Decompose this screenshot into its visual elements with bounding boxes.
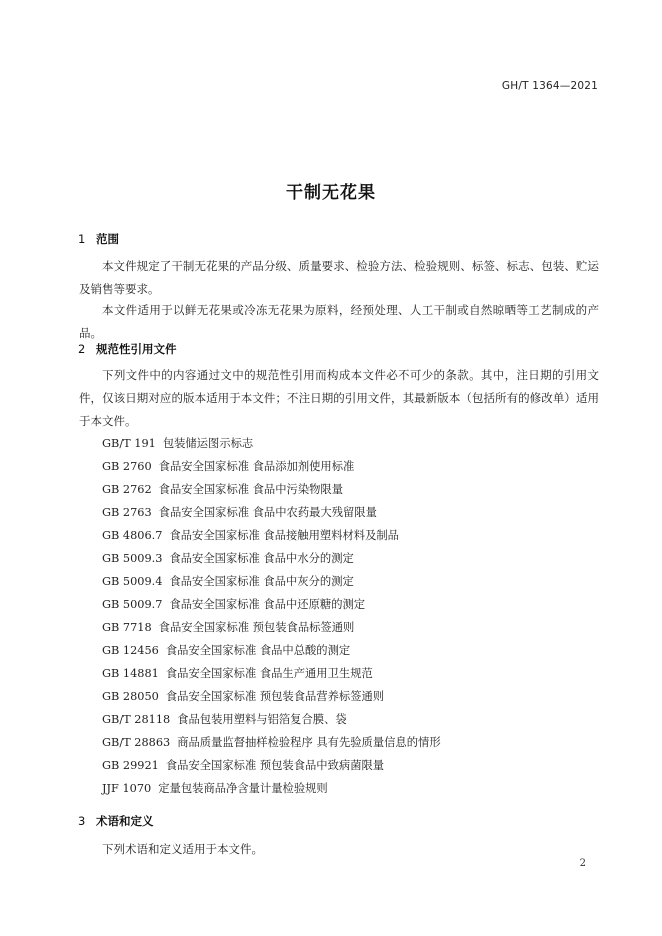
document-title: 干制无花果: [286, 183, 376, 203]
reference-code: GB/T 28863: [102, 736, 171, 749]
reference-title: 食品安全国家标准 食品生产通用卫生规范: [165, 667, 373, 680]
section-title: 术语和定义: [96, 814, 154, 828]
reference-item: [102, 754, 441, 777]
reference-code: GB 2763: [102, 506, 152, 519]
reference-code: JJF 1070: [102, 782, 152, 795]
reference-title: 包装储运图示标志: [162, 437, 254, 450]
section-normative-references-heading: [78, 341, 177, 357]
section-title: 规范性引用文件: [96, 342, 177, 356]
reference-title: 食品安全国家标准 食品中水分的测定: [169, 552, 354, 565]
reference-title: 食品安全国家标准 食品添加剂使用标准: [158, 460, 355, 473]
reference-title: 食品安全国家标准 食品中还原糖的测定: [169, 598, 366, 611]
section-number: 3: [78, 814, 86, 828]
reference-title: 食品包装用塑料与铝箔复合膜、袋: [177, 713, 347, 726]
reference-title: 食品安全国家标准 预包装食品营养标签通则: [165, 690, 385, 703]
reference-code: GB 2762: [102, 483, 152, 496]
scope-paragraph-1: 本文件规定了干制无花果的产品分级、质量要求、检验方法、检验规则、标签、标志、包装、贮运及销售等要求。: [79, 259, 599, 296]
section-title: 范围: [96, 232, 119, 246]
reference-title: 食品安全国家标准 食品接触用塑料材料及制品: [169, 529, 399, 542]
reference-title: 定量包装商品净含量计量检验规则: [158, 782, 328, 795]
reference-item: [102, 570, 441, 593]
reference-code: GB 28050: [102, 690, 159, 703]
scope-paragraph-2: 本文件适用于以鲜无花果或冷冻无花果为原料，经预处理、人工干制或自然晾晒等工艺制成的产品。: [79, 303, 599, 340]
reference-item: [102, 455, 441, 478]
page-number: 2: [579, 858, 586, 869]
reference-item: [102, 731, 441, 754]
reference-item: [102, 524, 441, 547]
reference-item: [102, 685, 441, 708]
reference-title: 食品安全国家标准 预包装食品中致病菌限量: [165, 759, 385, 772]
reference-code: GB 14881: [102, 667, 159, 680]
reference-title: 食品安全国家标准 食品中灰分的测定: [169, 575, 354, 588]
reference-item: [102, 708, 441, 731]
reference-code: GB 7718: [102, 621, 152, 634]
reference-title: 商品质量监督抽样检验程序 具有先验质量信息的情形: [177, 736, 441, 749]
reference-item: [102, 432, 441, 455]
section-scope-heading: [78, 231, 119, 247]
reference-title: 食品安全国家标准 预包装食品标签通则: [158, 621, 355, 634]
reference-code: GB/T 191: [102, 437, 156, 450]
section-number: 1: [78, 232, 86, 246]
terms-paragraph: 下列术语和定义适用于本文件。: [102, 842, 263, 856]
section-number: 2: [78, 342, 86, 356]
reference-code: GB 5009.4: [102, 575, 163, 588]
reference-item: [102, 547, 441, 570]
reference-item: [102, 662, 441, 685]
reference-item: [102, 593, 441, 616]
references-intro-paragraph: 下列文件中的内容通过文中的规范性引用而构成本文件必不可少的条款。其中，注日期的引用文件，仅该日期对应的版本适用于本文件；不注日期的引用文件，其最新版本（包括所有的修改单）适用于本文件。: [79, 368, 599, 428]
reference-code: GB/T 28118: [102, 713, 171, 726]
reference-code: GB 5009.3: [102, 552, 163, 565]
section-terms-heading: [78, 813, 154, 829]
reference-title: 食品安全国家标准 食品中污染物限量: [158, 483, 344, 496]
reference-title: 食品安全国家标准 食品中农药最大残留限量: [158, 506, 377, 519]
reference-item: [102, 478, 441, 501]
reference-item: [102, 639, 441, 662]
reference-code: GB 5009.7: [102, 598, 163, 611]
reference-item: [102, 501, 441, 524]
reference-code: GB 29921: [102, 759, 159, 772]
reference-code: GB 4806.7: [102, 529, 163, 542]
reference-list: [102, 432, 441, 800]
reference-item: [102, 777, 441, 800]
reference-code: GB 2760: [102, 460, 152, 473]
document-code: GH/T 1364—2021: [501, 80, 598, 92]
reference-title: 食品安全国家标准 食品中总酸的测定: [165, 644, 351, 657]
reference-code: GB 12456: [102, 644, 159, 657]
reference-item: [102, 616, 441, 639]
